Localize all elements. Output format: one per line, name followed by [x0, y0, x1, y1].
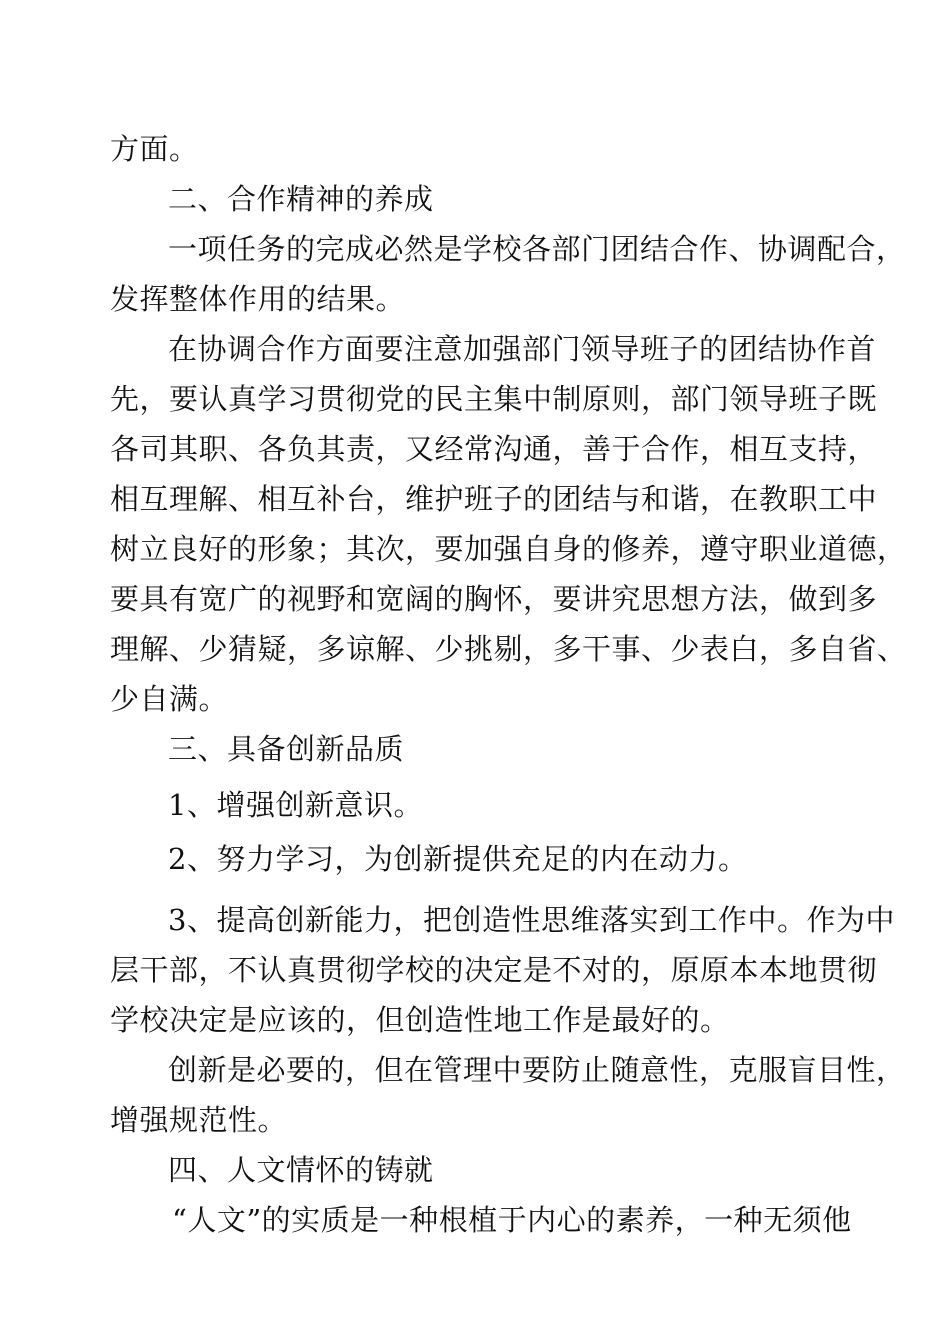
section-heading-2: 二、合作精神的养成: [168, 182, 434, 216]
text-line-5: 在协调合作方面要注意加强部门领导班子的团结协作首: [168, 332, 877, 366]
text-line-17: 层干部，不认真贯彻学校的决定是不对的，原原本本地贯彻: [110, 953, 878, 987]
text-line-1: 方面。: [110, 132, 199, 166]
section-heading-3: 三、具备创新品质: [168, 732, 405, 766]
text-line-22: “人文”的实质是一种根植于内心的素养，一种无须他: [172, 1203, 852, 1237]
list-item-3: 3、提高创新能力，把创造性思维落实到工作中。作为中: [168, 903, 895, 937]
section-heading-4: 四、人文情怀的铸就: [168, 1153, 434, 1187]
text-line-19: 创新是必要的，但在管理中要防止随意性，克服盲目性，: [168, 1053, 906, 1087]
text-line-10: 要具有宽广的视野和宽阔的胸怀，要讲究思想方法，做到多: [110, 582, 878, 616]
list-item-2: 2、努力学习，为创新提供充足的内在动力。: [168, 842, 748, 876]
text-line-4: 发挥整体作用的结果。: [110, 282, 406, 316]
text-line-12: 少自满。: [110, 682, 229, 716]
text-line-20: 增强规范性。: [110, 1103, 288, 1137]
text-line-7: 各司其职、各负其责，又经常沟通，善于合作，相互支持，: [110, 432, 878, 466]
text-line-18: 学校决定是应该的，但创造性地工作是最好的。: [110, 1003, 730, 1037]
text-line-3: 一项任务的完成必然是学校各部门团结合作、协调配合，: [168, 232, 906, 266]
text-line-9: 树立良好的形象；其次，要加强自身的修养，遵守职业道德，: [110, 532, 907, 566]
text-line-6: 先，要认真学习贯彻党的民主集中制原则，部门领导班子既: [110, 382, 878, 416]
text-line-8: 相互理解、相互补台，维护班子的团结与和谐，在教职工中: [110, 482, 878, 516]
list-item-1: 1、增强创新意识。: [168, 788, 423, 822]
text-line-11: 理解、少猜疑，多谅解、少挑剔，多干事、少表白，多自省、: [110, 632, 907, 666]
